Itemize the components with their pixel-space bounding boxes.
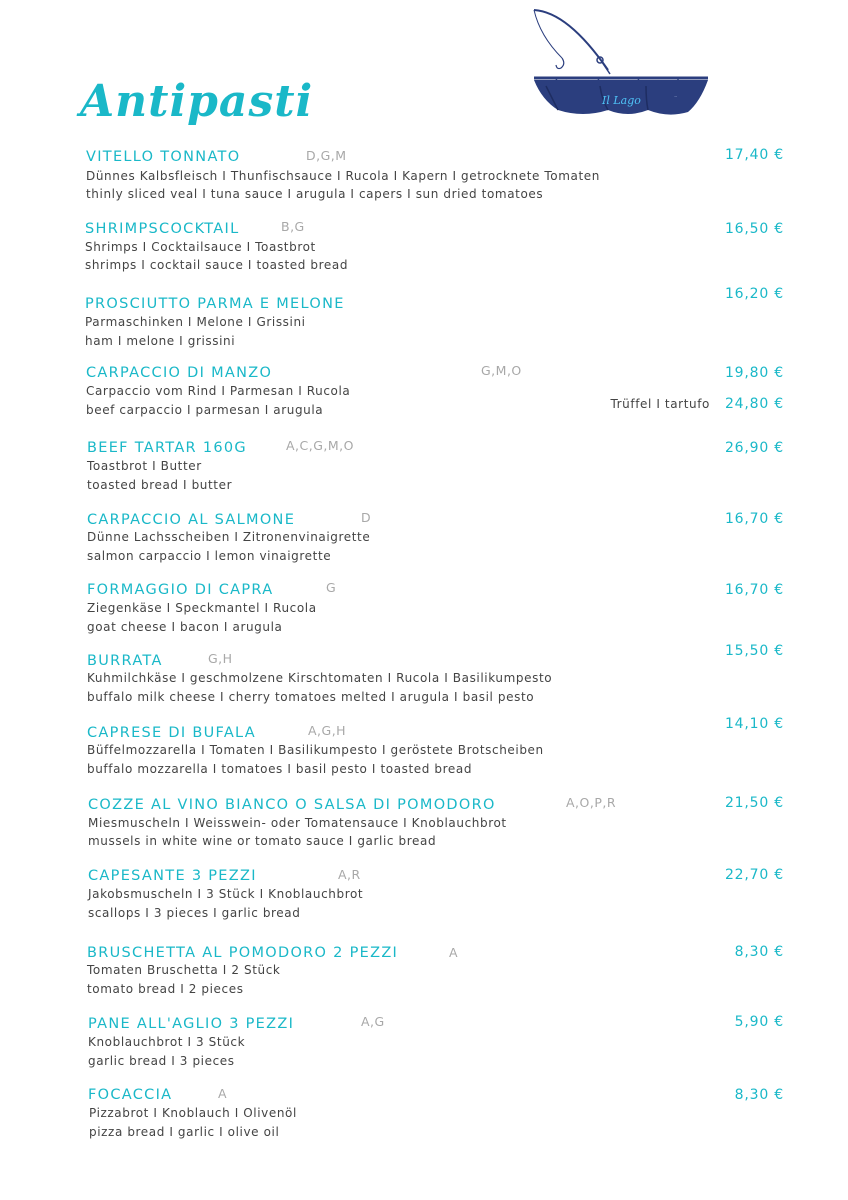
item-name: BRUSCHETTA AL POMODORO 2 PEZZI [87, 945, 399, 961]
item-name: CARPACCIO AL SALMONE [87, 512, 296, 528]
item-allergens: A,O,P,R [566, 795, 617, 810]
fishing-boat-icon [528, 6, 714, 118]
item-price: 22,70 € [724, 867, 784, 883]
item-desc-en: scallops I 3 pieces I garlic bread [88, 906, 301, 920]
item-name: VITELLO TONNATO [86, 149, 241, 165]
item-option-label: Trüffel I tartufo [610, 397, 710, 411]
item-price: 21,50 € [724, 795, 784, 811]
item-allergens: G,M,O [481, 363, 522, 378]
item-allergens: A,G,H [308, 723, 347, 738]
item-desc-en: toasted bread I butter [87, 478, 233, 492]
item-allergens: D,G,M [306, 148, 347, 163]
item-desc-en: buffalo mozzarella I tomatoes I basil pesto I toasted bread [87, 762, 473, 776]
item-price: 14,10 € [724, 716, 784, 732]
item-name: PANE ALL'AGLIO 3 PEZZI [88, 1016, 295, 1032]
item-desc-en: tomato bread I 2 pieces [87, 982, 244, 996]
item-allergens: G,H [208, 651, 233, 666]
item-allergens: A,R [338, 867, 361, 882]
item-desc-de: Pizzabrot I Knoblauch I Olivenöl [89, 1106, 297, 1120]
item-desc-de: Parmaschinken I Melone I Grissini [85, 315, 306, 329]
item-desc-en: thinly sliced veal I tuna sauce I arugula I capers I sun dried tomatoes [86, 187, 544, 201]
item-allergens: A [218, 1086, 228, 1101]
item-price: 16,70 € [724, 511, 784, 527]
item-desc-en: salmon carpaccio I lemon vinaigrette [87, 549, 332, 563]
item-desc-en: shrimps I cocktail sauce I toasted bread [85, 258, 349, 272]
item-name: SHRIMPSCOCKTAIL [85, 221, 240, 237]
item-option-price: 24,80 € [724, 396, 784, 412]
item-price: 17,40 € [724, 147, 784, 163]
item-desc-de: Shrimps I Cocktailsauce I Toastbrot [85, 240, 316, 254]
item-allergens: A,C,G,M,O [286, 438, 354, 453]
item-desc-en: garlic bread I 3 pieces [88, 1054, 235, 1068]
item-desc-de: Dünne Lachsscheiben I Zitronenvinaigrette [87, 530, 371, 544]
item-name: CAPRESE DI BUFALA [87, 725, 256, 741]
svg-text:~: ~ [674, 94, 678, 99]
item-desc-en: buffalo milk cheese I cherry tomatoes melted I arugula I basil pesto [87, 690, 535, 704]
item-allergens: B,G [281, 219, 305, 234]
item-price: 16,70 € [724, 582, 784, 598]
item-desc-en: mussels in white wine or tomato sauce I garlic bread [88, 834, 437, 848]
item-desc-de: Knoblauchbrot I 3 Stück [88, 1035, 246, 1049]
item-desc-en: beef carpaccio I parmesan I arugula [86, 403, 324, 417]
item-name: COZZE AL VINO BIANCO O SALSA DI POMODORO [88, 797, 496, 813]
item-allergens: D [361, 510, 372, 525]
item-name: FOCACCIA [88, 1087, 173, 1103]
item-price: 8,30 € [734, 944, 784, 960]
item-desc-de: Jakobsmuscheln I 3 Stück I Knoblauchbrot [88, 887, 364, 901]
page-title: Antipasti [80, 76, 314, 127]
item-name: CARPACCIO DI MANZO [86, 365, 273, 381]
item-name: BURRATA [87, 653, 163, 669]
item-desc-en: goat cheese I bacon I arugula [87, 620, 283, 634]
item-price: 26,90 € [724, 440, 784, 456]
item-desc-de: Carpaccio vom Rind I Parmesan I Rucola [86, 384, 351, 398]
item-price: 15,50 € [724, 643, 784, 659]
item-name: PROSCIUTTO PARMA E MELONE [85, 296, 345, 312]
item-price: 16,20 € [724, 286, 784, 302]
item-name: FORMAGGIO DI CAPRA [87, 582, 274, 598]
item-desc-de: Toastbrot I Butter [87, 459, 202, 473]
item-price: 8,30 € [734, 1087, 784, 1103]
item-desc-de: Kuhmilchkäse I geschmolzene Kirschtomaten I Rucola I Basilikumpesto [87, 671, 553, 685]
item-allergens: G [326, 580, 337, 595]
item-desc-en: ham I melone I grissini [85, 334, 236, 348]
item-allergens: A,G [361, 1014, 385, 1029]
item-desc-de: Ziegenkäse I Speckmantel I Rucola [87, 601, 317, 615]
item-desc-de: Miesmuscheln I Weisswein- oder Tomatensauce I Knoblauchbrot [88, 816, 507, 830]
item-desc-de: Tomaten Bruschetta I 2 Stück [87, 963, 281, 977]
logo-text: Il Lago [602, 94, 641, 107]
item-name: CAPESANTE 3 PEZZI [88, 868, 257, 884]
item-desc-en: pizza bread I garlic I olive oil [89, 1125, 280, 1139]
item-desc-de: Büffelmozzarella I Tomaten I Basilikumpesto I geröstete Brotscheiben [87, 743, 544, 757]
item-price: 19,80 € [724, 365, 784, 381]
item-price: 5,90 € [734, 1014, 784, 1030]
item-allergens: A [449, 945, 459, 960]
item-name: BEEF TARTAR 160G [87, 440, 247, 456]
item-desc-de: Dünnes Kalbsfleisch I Thunfischsauce I Rucola I Kapern I getrocknete Tomaten [86, 169, 600, 183]
item-price: 16,50 € [724, 221, 784, 237]
